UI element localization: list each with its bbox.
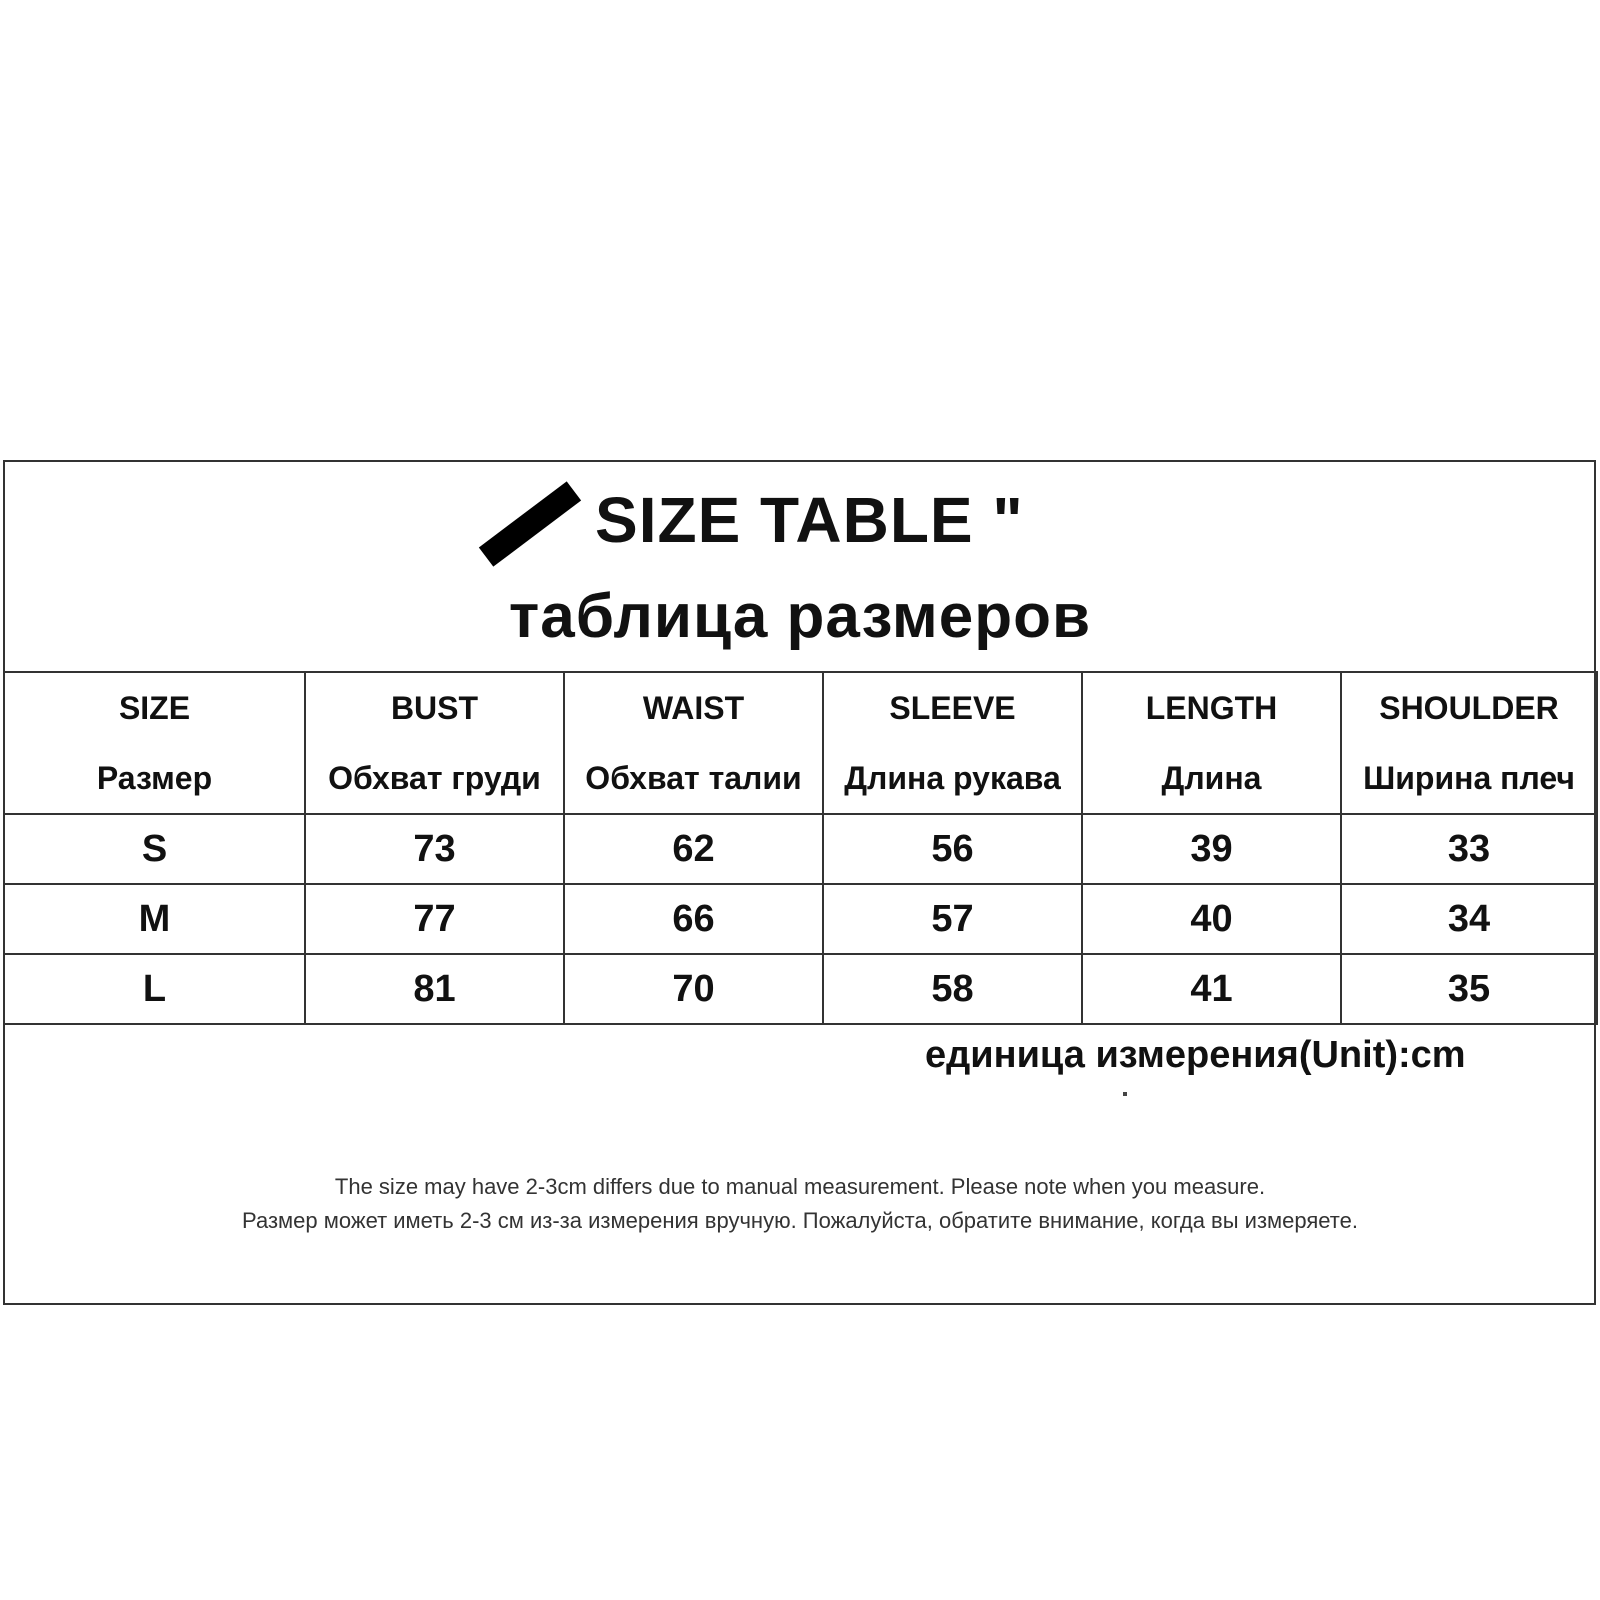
table-cell: 34	[1341, 884, 1597, 954]
header-size: SIZE Размер	[4, 672, 305, 814]
table-row	[4, 814, 1597, 884]
table-cell: 58	[823, 954, 1082, 1024]
table-cell: 35	[1341, 954, 1597, 1024]
table-cell: 39	[1082, 814, 1341, 884]
unit-note: единица измерения(Unit):cm	[925, 1034, 1466, 1076]
table-cell: 41	[1082, 954, 1341, 1024]
table-cell: 40	[1082, 884, 1341, 954]
table-row	[4, 954, 1597, 1024]
table-cell: M	[4, 884, 305, 954]
header-waist: WAIST Обхват талии	[564, 672, 823, 814]
table-cell: 33	[1341, 814, 1597, 884]
table-cell: 62	[564, 814, 823, 884]
table-cell: 66	[564, 884, 823, 954]
table-cell: 56	[823, 814, 1082, 884]
table-header-row	[4, 672, 1597, 814]
table-cell: 81	[305, 954, 564, 1024]
table-cell: S	[4, 814, 305, 884]
table-cell: 70	[564, 954, 823, 1024]
header-shoulder: SHOULDER Ширина плеч	[1341, 672, 1597, 814]
page-title: SIZE TABLE "	[595, 484, 1024, 556]
table-cell: L	[4, 954, 305, 1024]
table-row	[4, 884, 1597, 954]
table-cell: 57	[823, 884, 1082, 954]
header-length: LENGTH Длина	[1082, 672, 1341, 814]
table-cell: 73	[305, 814, 564, 884]
page-title-russian: таблица размеров	[508, 582, 1092, 651]
size-table	[3, 671, 1598, 1025]
header-sleeve: SLEEVE Длина рукава	[823, 672, 1082, 814]
header-bust: BUST Обхват груди	[305, 672, 564, 814]
table-cell: 77	[305, 884, 564, 954]
measurement-note-english: The size may have 2-3cm differs due to manual measurement. Please note when you measure.	[334, 1174, 1266, 1199]
measurement-note-russian: Размер может иметь 2-3 см из-за измерения вручную. Пожалуйста, обратите внимание, когда вы измеряете.	[242, 1208, 1358, 1233]
stray-dot	[1123, 1092, 1127, 1096]
